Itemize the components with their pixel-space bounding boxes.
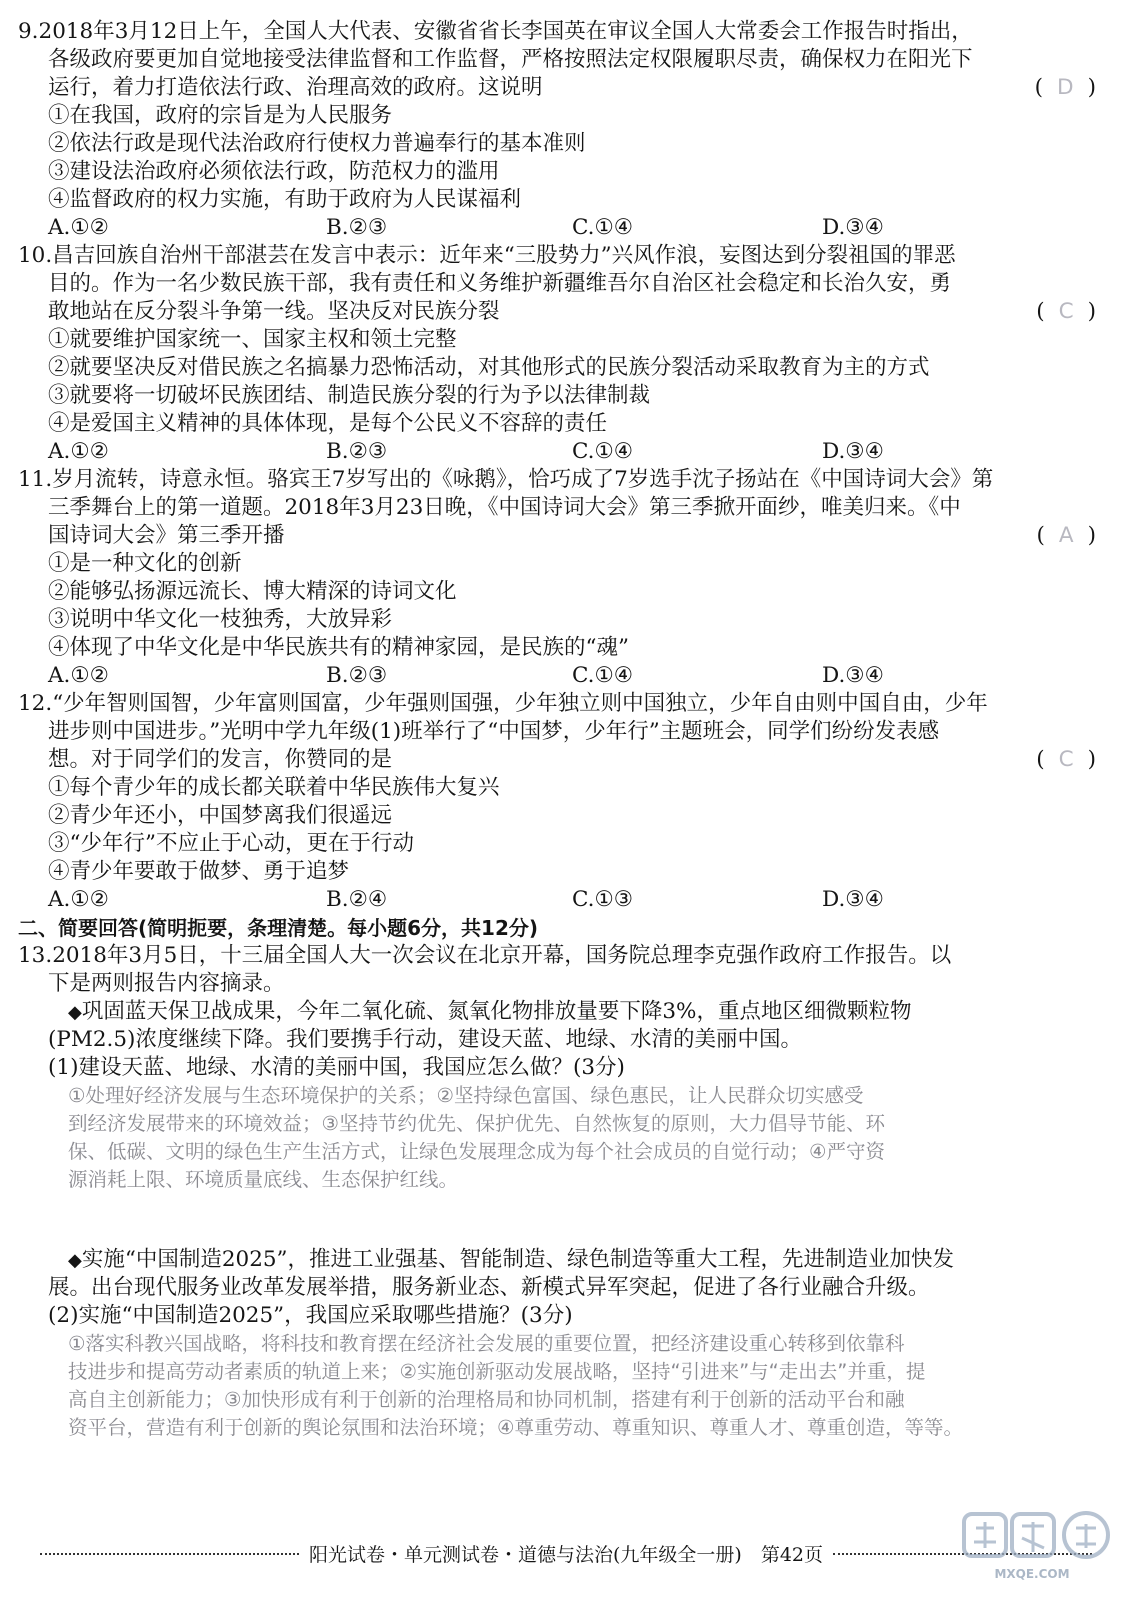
question-stem-line — [18, 746, 1112, 774]
question-stem-line: 12.“少年智则国智，少年富则国富，少年强则国强，少年独立则中国独立，少年自由则中国自由，少年 — [18, 691, 988, 716]
answer-letter: C — [1058, 747, 1076, 772]
answer-line: ①处理好经济发展与生态环境保护的关系；②坚持绿色富国、绿色惠民，让人民群众切实感受 — [68, 1084, 864, 1107]
material-line — [18, 998, 1112, 1026]
choice-option: B.②③ — [326, 215, 388, 240]
question-13 — [18, 942, 1112, 1442]
statement-item: ②就要坚决反对借民族之名搞暴力恐怖活动，对其他形式的民族分裂活动采取教育为主的方式 — [48, 355, 930, 380]
question-stem-line: 目的。作为一名少数民族干部，我有责任和义务维护新疆维吾尔自治区社会稳定和长治久安，勇 — [48, 271, 952, 296]
choice-option: C.①③ — [572, 887, 634, 912]
choice-option: D.③④ — [822, 439, 884, 464]
choice-option: C.①④ — [572, 439, 634, 464]
question-stem-line: 三季舞台上的第一道题。2018年3月23日晚，《中国诗词大会》第三季掀开面纱，唯美归来。《中 — [48, 495, 961, 520]
statement-item: ③建设法治政府必须依法行政，防范权力的滥用 — [48, 159, 500, 184]
statement-item: ①在我国，政府的宗旨是为人民服务 — [48, 103, 393, 128]
question-stem-line: 11.岁月流转，诗意永恒。骆宾王7岁写出的《咏鹅》，恰巧成了7岁选手沈子扬站在《中国诗词大会》第 — [18, 467, 994, 492]
choice-option: B.②③ — [326, 439, 388, 464]
section-heading: 二、简要回答(简明扼要，条理清楚。每小题6分，共12分) — [18, 916, 539, 940]
answer-line: 资平台，营造有利于创新的舆论氛围和法治环境；④尊重劳动、尊重知识、尊重人才、尊重创造，等等。 — [68, 1416, 963, 1439]
answer-bracket: ( C ) — [1036, 747, 1098, 772]
question-stem-line: 各级政府要更加自觉地接受法律监督和工作监督，严格按照法定权限履职尽责，确保权力在阳光下 — [48, 47, 973, 72]
sub-question: (2)实施“中国制造2025”，我国应采取哪些措施？(3分) — [48, 1303, 573, 1328]
question-11 — [18, 466, 1112, 690]
diamond-bullet-icon: ◆ — [68, 1250, 82, 1271]
statement-item: ④是爱国主义精神的具体体现，是每个公民义不容辞的责任 — [48, 411, 608, 436]
statement-item: ④青少年要敢于做梦、勇于追梦 — [48, 859, 350, 884]
material-text: 巩固蓝天保卫战成果，今年二氧化硫、氮氧化物排放量要下降3%，重点地区细微颗粒物 — [81, 999, 912, 1024]
choice-option: C.①④ — [572, 215, 634, 240]
statement-item: ②能够弘扬源远流长、博大精深的诗词文化 — [48, 579, 457, 604]
choice-options — [18, 214, 1112, 242]
question-10 — [18, 242, 1112, 466]
question-stem-line: 进步则中国进步。”光明中学九年级(1)班举行了“中国梦，少年行”主题班会，同学们纷纷发表感 — [48, 719, 940, 744]
question-stem-text: 敢地站在反分裂斗争第一线。坚决反对民族分裂 — [48, 299, 500, 324]
watermark-logo-icon — [946, 1508, 1118, 1586]
statement-item: ①就要维护国家统一、国家主权和领土完整 — [48, 327, 457, 352]
question-stem-line — [18, 298, 1112, 326]
choice-option: B.②③ — [326, 663, 388, 688]
choice-options — [18, 438, 1112, 466]
choice-options — [18, 662, 1112, 690]
answer-line: 保、低碳、文明的绿色生产生活方式，让绿色发展理念成为每个社会成员的自觉行动；④严守资 — [68, 1140, 885, 1163]
answer-letter: D — [1057, 75, 1076, 100]
question-stem-text: 国诗词大会》第三季开播 — [48, 523, 285, 548]
diamond-bullet-icon: ◆ — [68, 1002, 82, 1023]
question-9 — [18, 18, 1112, 242]
question-stem-text: 想。对于同学们的发言，你赞同的是 — [48, 747, 393, 772]
sub-question: (1)建设天蓝、地绿、水清的美丽中国，我国应怎么做？(3分) — [48, 1055, 625, 1080]
choice-option: C.①④ — [572, 663, 634, 688]
choice-option: A.①② — [48, 663, 109, 688]
footer-text: 阳光试卷・单元测试卷・道德与法治(九年级全一册) 第42页 — [309, 1544, 824, 1566]
statement-item: ①是一种文化的创新 — [48, 551, 242, 576]
question-stem-line — [18, 522, 1112, 550]
statement-item: ②依法行政是现代法治政府行使权力普遍奉行的基本准则 — [48, 131, 586, 156]
answer-line: 技进步和提高劳动者素质的轨道上来；②实施创新驱动发展战略，坚持“引进来”与“走出去”并重，提 — [68, 1360, 926, 1383]
answer-line: 源消耗上限、环境质量底线、生态保护红线。 — [68, 1168, 459, 1191]
answer-bracket: ( D ) — [1034, 75, 1098, 100]
question-stem-text: 运行，着力打造依法行政、治理高效的政府。这说明 — [48, 75, 543, 100]
answer-bracket: ( A ) — [1036, 523, 1098, 548]
statement-item: ③“少年行”不应止于心动，更在于行动 — [48, 831, 414, 856]
answer-block-2 — [18, 1330, 1112, 1442]
question-stem-line — [18, 74, 1112, 102]
answer-line: ①落实科教兴国战略，将科技和教育摆在经济社会发展的重要位置，把经济建设重心转移到依靠科 — [68, 1332, 905, 1355]
choice-option: D.③④ — [822, 663, 884, 688]
question-stem-line: 9.2018年3月12日上午，全国人大代表、安徽省省长李国英在审议全国人大常委会工作报告时指出， — [18, 19, 973, 44]
question-stem-line: 13.2018年3月5日，十三届全国人大一次会议在北京开幕，国务院总理李克强作政府工作报告。以 — [18, 943, 952, 968]
choice-option: B.②④ — [326, 887, 388, 912]
answer-bracket: ( C ) — [1036, 299, 1098, 324]
material-line: (PM2.5)浓度继续下降。我们要携手行动，建设天蓝、地绿、水清的美丽中国。 — [48, 1027, 802, 1052]
watermark-text: MXQE.COM — [994, 1567, 1070, 1581]
exam-page — [18, 18, 1112, 1442]
material-text: 实施“中国制造2025”，推进工业强基、智能制造、绿色制造等重大工程，先进制造业加快发 — [81, 1247, 955, 1272]
statement-item: ②青少年还小，中国梦离我们很遥远 — [48, 803, 393, 828]
choice-option: A.①② — [48, 887, 109, 912]
answer-block-1 — [18, 1082, 1112, 1194]
answer-line: 高自主创新能力；③加快形成有利于创新的治理格局和协同机制，搭建有利于创新的活动平台和融 — [68, 1388, 905, 1411]
answer-letter: C — [1058, 299, 1076, 324]
question-12 — [18, 690, 1112, 914]
statement-item: ③说明中华文化一枝独秀，大放异彩 — [48, 607, 393, 632]
material-line: 展。出台现代服务业改革发展举措，服务新业态、新模式异军突起，促进了各行业融合升级。 — [48, 1275, 930, 1300]
footer-dotted-rule — [40, 1553, 299, 1555]
question-stem-line: 10.昌吉回族自治州干部湛芸在发言中表示：近年来“三股势力”兴风作浪，妄图达到分裂祖国的罪恶 — [18, 243, 956, 268]
choice-option: D.③④ — [822, 887, 884, 912]
choice-option: A.①② — [48, 215, 109, 240]
answer-line: 到经济发展带来的环境效益；③坚持节约优先、保护优先、自然恢复的原则，大力倡导节能、环 — [68, 1112, 885, 1135]
choice-options — [18, 886, 1112, 914]
statement-item: ④监督政府的权力实施，有助于政府为人民谋福利 — [48, 187, 522, 212]
answer-letter: A — [1058, 523, 1076, 548]
page-footer — [30, 1540, 1102, 1567]
statement-item: ③就要将一切破坏民族团结、制造民族分裂的行为予以法律制裁 — [48, 383, 651, 408]
question-stem-line: 下是两则报告内容摘录。 — [48, 971, 285, 996]
choice-option: A.①② — [48, 439, 109, 464]
choice-option: D.③④ — [822, 215, 884, 240]
material-line — [18, 1246, 1112, 1274]
statement-item: ①每个青少年的成长都关联着中华民族伟大复兴 — [48, 775, 500, 800]
statement-item: ④体现了中华文化是中华民族共有的精神家园，是民族的“魂” — [48, 635, 629, 660]
